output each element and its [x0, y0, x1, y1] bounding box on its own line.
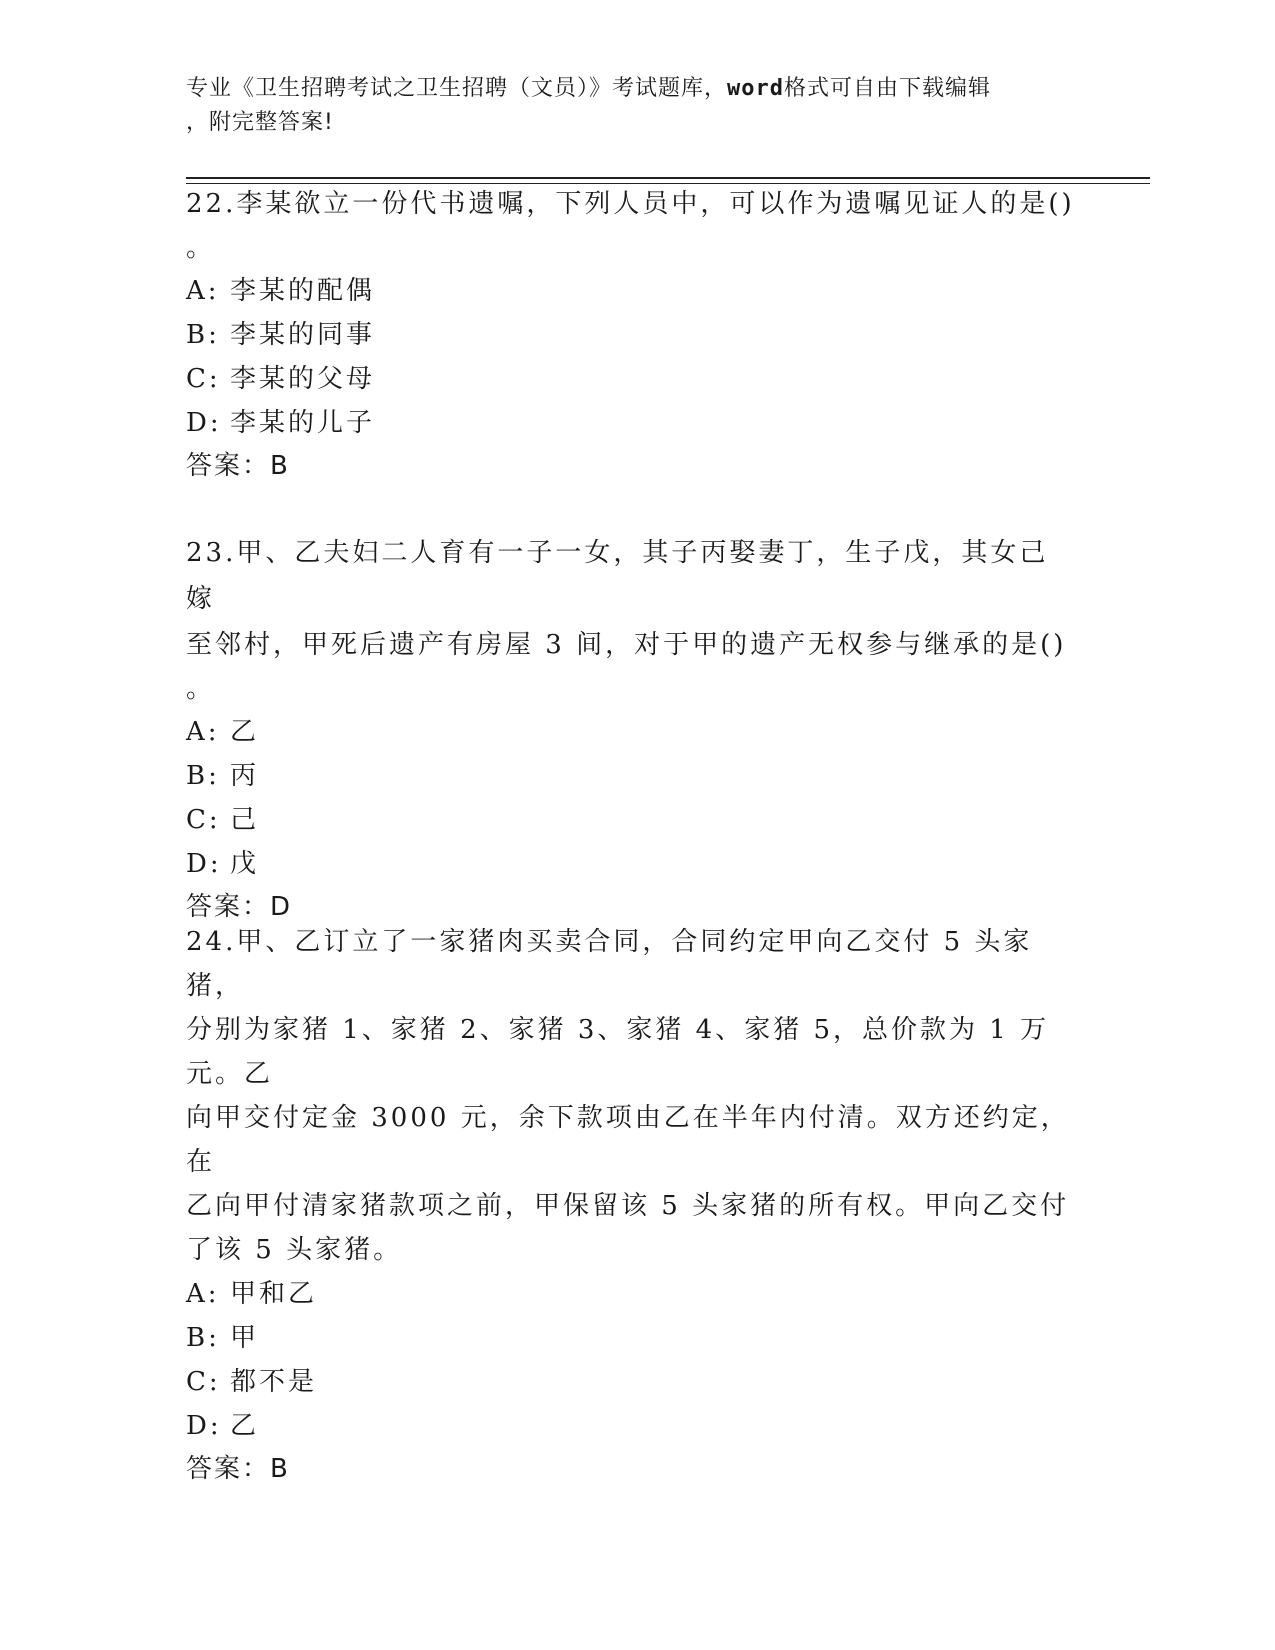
option-letter: D:: [186, 849, 222, 879]
option-letter: A:: [186, 717, 220, 747]
option-letter: B:: [186, 1323, 220, 1353]
option-text: 乙: [230, 1411, 260, 1441]
question-stem-line: 乙向甲付清家猪款项之前，甲保留该 5 头家猪的所有权。甲向乙交付: [186, 1191, 1070, 1221]
option-text: 戊: [230, 849, 260, 879]
option-letter: A:: [186, 276, 220, 306]
option-text: 都不是: [230, 1367, 318, 1397]
option-letter: D:: [186, 1411, 222, 1441]
option-text: 李某的父母: [230, 364, 376, 394]
question-stem-line: 了该 5 头家猪。: [186, 1235, 403, 1265]
question-stem-line: 分别为家猪 1、家猪 2、家猪 3、家猪 4、家猪 5，总价款为 1 万元。乙: [186, 1015, 1050, 1089]
header-title-suffix: 格式可自由下载编辑: [784, 76, 992, 101]
option-a: [186, 1272, 1076, 1316]
question-stem-line: 22.李某欲立一份代书遗嘱，下列人员中，可以作为遗嘱见证人的是(): [186, 189, 1075, 219]
question-stem-line: 24.甲、乙订立了一家猪肉买卖合同，合同约定甲向乙交付 5 头家猪，: [186, 927, 1033, 1001]
question-stem-line: 。: [186, 233, 216, 263]
question-23: [186, 530, 1076, 928]
option-text: 丙: [230, 761, 260, 791]
option-letter: B:: [186, 761, 220, 791]
question-22: [186, 181, 1076, 487]
option-d: [186, 401, 1076, 445]
option-text: 李某的同事: [230, 320, 376, 350]
question-stem-line: 向甲交付定金 3000 元，余下款项由乙在半年内付清。双方还约定，在: [186, 1103, 1070, 1177]
answer-line: 答案：B: [186, 1454, 290, 1484]
option-letter: C:: [186, 805, 221, 835]
option-text: 李某的儿子: [230, 408, 376, 438]
question-stem-line: 。: [186, 674, 216, 704]
header-title-text: 专业《卫生招聘考试之卫生招聘（文员）》考试题库，: [186, 76, 728, 101]
header-word-text: word: [727, 76, 784, 101]
header-line-2: ，附完整答案!: [186, 110, 334, 135]
option-text: 甲和乙: [230, 1279, 318, 1309]
option-letter: C:: [186, 364, 221, 394]
option-letter: A:: [186, 1279, 220, 1309]
option-c: [186, 1360, 1076, 1404]
option-d: [186, 1404, 1076, 1448]
option-d: [186, 842, 1076, 886]
option-text: 己: [230, 805, 260, 835]
option-b: [186, 754, 1076, 798]
question-24: [186, 920, 1076, 1490]
option-letter: B:: [186, 320, 220, 350]
option-c: [186, 798, 1076, 842]
answer-line: 答案：D: [186, 892, 293, 922]
question-stem-line: 至邻村，甲死后遗产有房屋 3 间，对于甲的遗产无权参与继承的是(): [186, 630, 1067, 660]
question-stem-line: 23.甲、乙夫妇二人育有一子一女，其子丙娶妻丁，生子戊，其女己嫁: [186, 538, 1049, 614]
option-text: 李某的配偶: [230, 276, 376, 306]
option-letter: D:: [186, 408, 222, 438]
header-line-1: [186, 72, 1066, 106]
document-header: [186, 72, 1066, 140]
option-b: [186, 1316, 1076, 1360]
option-c: [186, 357, 1076, 401]
header-divider-thick: [186, 177, 1150, 179]
option-letter: C:: [186, 1367, 221, 1397]
answer-line: 答案：B: [186, 451, 290, 481]
option-a: [186, 269, 1076, 313]
option-a: [186, 710, 1076, 754]
option-b: [186, 313, 1076, 357]
option-text: 甲: [230, 1323, 260, 1353]
option-text: 乙: [230, 717, 260, 747]
